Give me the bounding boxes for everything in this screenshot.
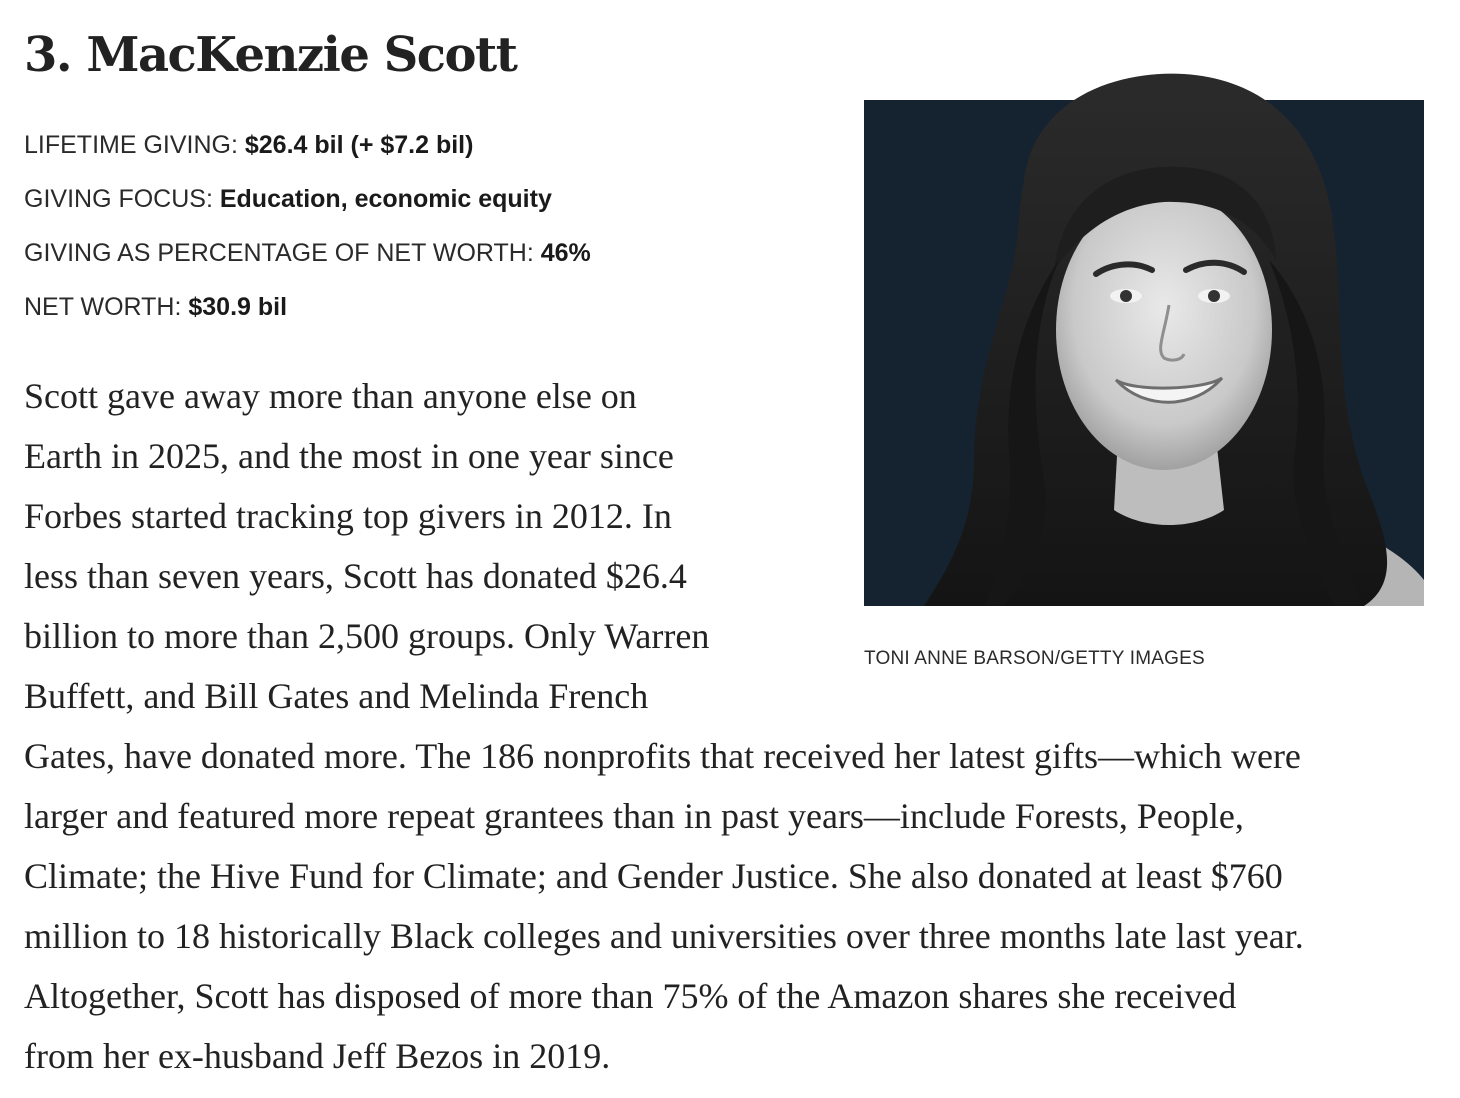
body-line: from her ex-husband Jeff Bezos in 2019. bbox=[24, 1036, 611, 1076]
right-pupil bbox=[1208, 290, 1220, 302]
stat-value: $26.4 bil (+ $7.2 bil) bbox=[244, 131, 474, 159]
body-line: Gates, have donated more. The 186 nonprofits that received her latest gifts—which were bbox=[24, 736, 1301, 776]
stat-value: 46% bbox=[540, 239, 591, 267]
body-line: Forbes started tracking top givers in 2012. In bbox=[24, 496, 672, 536]
stats-list bbox=[24, 124, 591, 340]
stat-giving-focus bbox=[24, 178, 591, 232]
profile-title: 3. MacKenzie Scott bbox=[24, 27, 517, 83]
body-line: Earth in 2025, and the most in one year since bbox=[24, 436, 674, 476]
body-line: larger and featured more repeat grantees than in past years—include Forests, People, bbox=[24, 796, 1244, 836]
body-line: Scott gave away more than anyone else on bbox=[24, 376, 637, 416]
stat-net-worth bbox=[24, 286, 591, 340]
body-line: billion to more than 2,500 groups. Only Warren bbox=[24, 616, 710, 656]
stat-value: Education, economic equity bbox=[219, 185, 552, 213]
left-pupil bbox=[1120, 290, 1132, 302]
body-line: Altogether, Scott has disposed of more than 75% of the Amazon shares she received bbox=[24, 976, 1237, 1016]
stat-lifetime-giving bbox=[24, 124, 591, 178]
photo-credit: TONI ANNE BARSON/GETTY IMAGES bbox=[864, 648, 1205, 669]
body-line: Buffett, and Bill Gates and Melinda French bbox=[24, 676, 649, 716]
stat-label: LIFETIME GIVING: bbox=[24, 131, 245, 159]
body-line: less than seven years, Scott has donated $26.4 bbox=[24, 556, 687, 596]
stat-label: GIVING AS PERCENTAGE OF NET WORTH: bbox=[24, 239, 541, 267]
stat-label: NET WORTH: bbox=[24, 293, 189, 321]
stat-value: $30.9 bil bbox=[188, 293, 288, 321]
article-body bbox=[24, 366, 1424, 1086]
body-line: Climate; the Hive Fund for Climate; and Gender Justice. She also donated at least $760 bbox=[24, 856, 1283, 896]
stat-label: GIVING FOCUS: bbox=[24, 185, 220, 213]
body-line: million to 18 historically Black colleges and universities over three months late last year. bbox=[24, 916, 1304, 956]
stat-giving-percentage bbox=[24, 232, 591, 286]
